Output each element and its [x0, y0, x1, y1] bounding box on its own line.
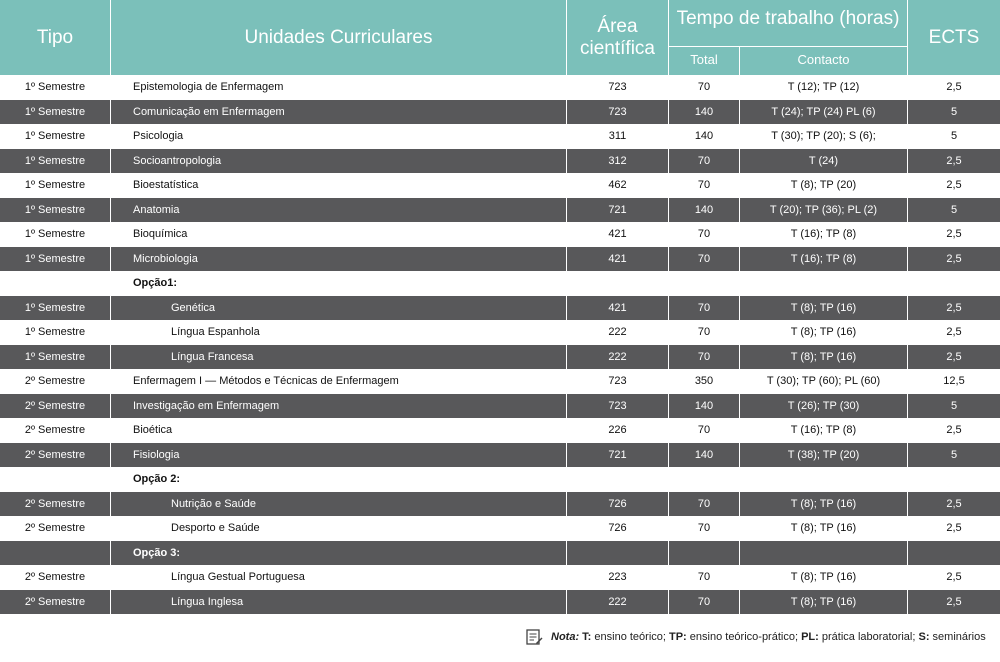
cell-tipo: 1º Semestre — [24, 203, 86, 216]
cell-tipo: 2º Semestre — [24, 571, 86, 584]
cell-total — [669, 541, 739, 566]
header-total: Total — [690, 51, 718, 67]
cell-area-cientifica: 726 — [608, 522, 627, 535]
cell-unidade-curricular: Opção1: — [133, 277, 178, 290]
table-row — [0, 75, 1000, 100]
cell-ects: 2,5 — [946, 179, 962, 192]
cell-tipo: 1º Semestre — [24, 179, 86, 192]
table-row — [0, 247, 1000, 272]
cell-unidade-curricular: Bioética — [133, 424, 173, 437]
cell-total: 140 — [694, 105, 714, 118]
cell-total: 70 — [697, 252, 711, 265]
cell-total: 70 — [697, 595, 711, 608]
cell-contacto: T (8); TP (16) — [790, 301, 857, 314]
cell-total: 140 — [694, 203, 714, 216]
cell-unidade-curricular: Opção 3: — [133, 546, 181, 559]
cell-contacto: T (8); TP (16) — [790, 326, 857, 339]
cell-ects: 2,5 — [946, 522, 962, 535]
cell-area-cientifica: 723 — [608, 375, 627, 388]
cell-contacto: T (24); TP (24) PL (6) — [771, 105, 876, 118]
note-icon — [525, 628, 543, 646]
header-ects: ECTS — [928, 26, 980, 48]
option-group-row — [0, 467, 1000, 492]
table-row — [0, 296, 1000, 321]
cell-tipo — [0, 541, 110, 566]
cell-area-cientifica: 222 — [608, 595, 627, 608]
cell-tipo: 2º Semestre — [24, 448, 86, 461]
cell-contacto: T (16); TP (8) — [790, 228, 857, 241]
cell-ects: 2,5 — [946, 497, 962, 510]
cell-unidade-curricular: Anatomia — [133, 203, 180, 216]
cell-unidade-curricular: Psicologia — [133, 130, 184, 143]
header-area-line1: Área — [597, 15, 638, 37]
cell-unidade-curricular: Língua Inglesa — [171, 595, 244, 608]
cell-area-cientifica: 311 — [608, 130, 627, 143]
cell-contacto — [740, 541, 907, 566]
cell-total: 140 — [694, 399, 714, 412]
cell-ects: 2,5 — [946, 595, 962, 608]
table-row — [0, 320, 1000, 345]
cell-area-cientifica: 721 — [608, 203, 627, 216]
cell-contacto: T (8); TP (20) — [790, 179, 857, 192]
cell-unidade-curricular: Genética — [171, 301, 216, 314]
option-group-row — [0, 271, 1000, 296]
header-tempo-de-trabalho: Tempo de trabalho (horas) — [676, 8, 900, 29]
table-row — [0, 394, 1000, 419]
cell-unidade-curricular: Comunicação em Enfermagem — [133, 105, 285, 118]
cell-tipo: 2º Semestre — [24, 522, 86, 535]
table-row — [0, 124, 1000, 149]
cell-tipo: 1º Semestre — [24, 228, 86, 241]
cell-ects: 5 — [950, 203, 958, 216]
cell-total — [669, 467, 739, 492]
cell-tipo: 2º Semestre — [24, 497, 86, 510]
cell-unidade-curricular: Enfermagem I — Métodos e Técnicas de Enfermagem — [133, 375, 399, 388]
cell-ects: 2,5 — [946, 228, 962, 241]
cell-tipo — [0, 467, 110, 492]
cell-area-cientifica — [567, 467, 668, 492]
header-subdivider — [669, 46, 907, 47]
table-row — [0, 198, 1000, 223]
header-area-line2: científica — [580, 37, 655, 59]
cell-area-cientifica: 462 — [608, 179, 627, 192]
cell-total: 70 — [697, 497, 711, 510]
table-row — [0, 100, 1000, 125]
cell-ects: 2,5 — [946, 350, 962, 363]
cell-tipo: 1º Semestre — [24, 105, 86, 118]
cell-total: 140 — [694, 130, 714, 143]
cell-unidade-curricular: Socioantropologia — [133, 154, 222, 167]
cell-area-cientifica: 723 — [608, 105, 627, 118]
cell-ects — [908, 271, 1000, 296]
footer-legend — [525, 626, 1000, 648]
cell-area-cientifica — [567, 541, 668, 566]
cell-tipo: 1º Semestre — [24, 252, 86, 265]
cell-contacto: T (26); TP (30) — [787, 399, 860, 412]
table-row — [0, 492, 1000, 517]
cell-unidade-curricular: Nutrição e Saúde — [171, 497, 256, 510]
cell-area-cientifica: 723 — [608, 399, 627, 412]
cell-area-cientifica: 421 — [608, 228, 627, 241]
cell-contacto — [740, 467, 907, 492]
cell-contacto: T (24) — [808, 154, 839, 167]
legend-tp-key: TP: — [669, 631, 687, 643]
legend-s-key: S: — [918, 631, 930, 643]
cell-unidade-curricular: Desporto e Saúde — [171, 522, 260, 535]
cell-area-cientifica: 723 — [608, 81, 627, 94]
header-contacto: Contacto — [797, 51, 850, 67]
option-group-row — [0, 541, 1000, 566]
cell-ects: 2,5 — [946, 252, 962, 265]
cell-contacto: T (16); TP (8) — [790, 252, 857, 265]
table-header — [0, 0, 1000, 75]
cell-contacto: T (30); TP (60); PL (60) — [766, 375, 881, 388]
cell-unidade-curricular: Bioquímica — [133, 228, 188, 241]
cell-tipo: 1º Semestre — [24, 81, 86, 94]
cell-ects: 12,5 — [943, 375, 965, 388]
cell-area-cientifica: 421 — [608, 301, 627, 314]
cell-area-cientifica: 223 — [608, 571, 627, 584]
header-tipo: Tipo — [36, 26, 74, 48]
cell-total: 70 — [697, 326, 711, 339]
table-row — [0, 345, 1000, 370]
cell-area-cientifica: 222 — [608, 350, 627, 363]
cell-contacto: T (38); TP (20) — [787, 448, 860, 461]
table-row — [0, 369, 1000, 394]
cell-total: 70 — [697, 154, 711, 167]
cell-total: 70 — [697, 179, 711, 192]
cell-area-cientifica: 721 — [608, 448, 627, 461]
cell-contacto: T (20); TP (36); PL (2) — [769, 203, 878, 216]
cell-area-cientifica: 226 — [608, 424, 627, 437]
cell-contacto: T (8); TP (16) — [790, 595, 857, 608]
cell-ects: 2,5 — [946, 571, 962, 584]
cell-unidade-curricular: Microbiologia — [133, 252, 198, 265]
cell-ects: 2,5 — [946, 81, 962, 94]
cell-contacto: T (8); TP (16) — [790, 571, 857, 584]
cell-area-cientifica: 726 — [608, 497, 627, 510]
cell-unidade-curricular: Bioestatística — [133, 179, 199, 192]
cell-total: 70 — [697, 571, 711, 584]
cell-tipo: 2º Semestre — [24, 595, 86, 608]
cell-total: 70 — [697, 424, 711, 437]
table-row — [0, 565, 1000, 590]
cell-total: 70 — [697, 228, 711, 241]
cell-total — [669, 271, 739, 296]
cell-tipo — [0, 271, 110, 296]
cell-unidade-curricular: Epistemologia de Enfermagem — [133, 81, 284, 94]
cell-tipo: 2º Semestre — [24, 399, 86, 412]
cell-total: 70 — [697, 301, 711, 314]
cell-unidade-curricular: Fisiologia — [133, 448, 180, 461]
cell-tipo: 1º Semestre — [24, 350, 86, 363]
cell-ects — [908, 541, 1000, 566]
legend-t-text: ensino teórico; — [591, 631, 669, 643]
cell-ects: 2,5 — [946, 424, 962, 437]
cell-unidade-curricular: Investigação em Enfermagem — [133, 399, 280, 412]
cell-contacto: T (8); TP (16) — [790, 497, 857, 510]
cell-contacto: T (8); TP (16) — [790, 522, 857, 535]
cell-ects — [908, 467, 1000, 492]
legend-pl-text: prática laboratorial; — [818, 631, 919, 643]
cell-contacto: T (12); TP (12) — [787, 81, 860, 94]
cell-unidade-curricular: Língua Francesa — [171, 350, 254, 363]
table-row — [0, 149, 1000, 174]
cell-total: 350 — [694, 375, 714, 388]
cell-tipo: 1º Semestre — [24, 130, 86, 143]
cell-contacto: T (8); TP (16) — [790, 350, 857, 363]
cell-area-cientifica: 312 — [608, 154, 627, 167]
cell-ects: 2,5 — [946, 326, 962, 339]
cell-ects: 2,5 — [946, 154, 962, 167]
legend-nota: Nota: — [551, 631, 580, 643]
table-row — [0, 516, 1000, 541]
table-row — [0, 222, 1000, 247]
cell-ects: 5 — [950, 105, 958, 118]
cell-ects: 5 — [950, 130, 958, 143]
table-row — [0, 173, 1000, 198]
cell-contacto: T (16); TP (8) — [790, 424, 857, 437]
table-row — [0, 590, 1000, 615]
table-body — [0, 75, 1000, 614]
cell-total: 140 — [694, 448, 714, 461]
cell-unidade-curricular: Opção 2: — [133, 473, 181, 486]
table-row — [0, 443, 1000, 468]
cell-unidade-curricular: Língua Gestual Portuguesa — [171, 571, 305, 584]
header-area-cientifica — [567, 0, 668, 75]
cell-area-cientifica: 222 — [608, 326, 627, 339]
cell-total: 70 — [697, 522, 711, 535]
cell-tipo: 1º Semestre — [24, 326, 86, 339]
cell-total: 70 — [697, 81, 711, 94]
legend-tp-text: ensino teórico-prático; — [686, 631, 802, 643]
legend-s-text: seminários — [929, 631, 986, 643]
cell-ects: 5 — [950, 448, 958, 461]
table-row — [0, 418, 1000, 443]
cell-tipo: 1º Semestre — [24, 301, 86, 314]
legend-t-key: T: — [582, 631, 592, 643]
header-unidades-curriculares: Unidades Curriculares — [244, 26, 433, 48]
legend-pl-key: PL: — [801, 631, 819, 643]
cell-area-cientifica: 421 — [608, 252, 627, 265]
cell-total: 70 — [697, 350, 711, 363]
cell-ects: 2,5 — [946, 301, 962, 314]
cell-tipo: 2º Semestre — [24, 375, 86, 388]
cell-ects: 5 — [950, 399, 958, 412]
cell-tipo: 1º Semestre — [24, 154, 86, 167]
cell-contacto — [740, 271, 907, 296]
cell-tipo: 2º Semestre — [24, 424, 86, 437]
cell-unidade-curricular: Língua Espanhola — [171, 326, 260, 339]
cell-contacto: T (30); TP (20); S (6); — [771, 130, 876, 143]
cell-area-cientifica — [567, 271, 668, 296]
